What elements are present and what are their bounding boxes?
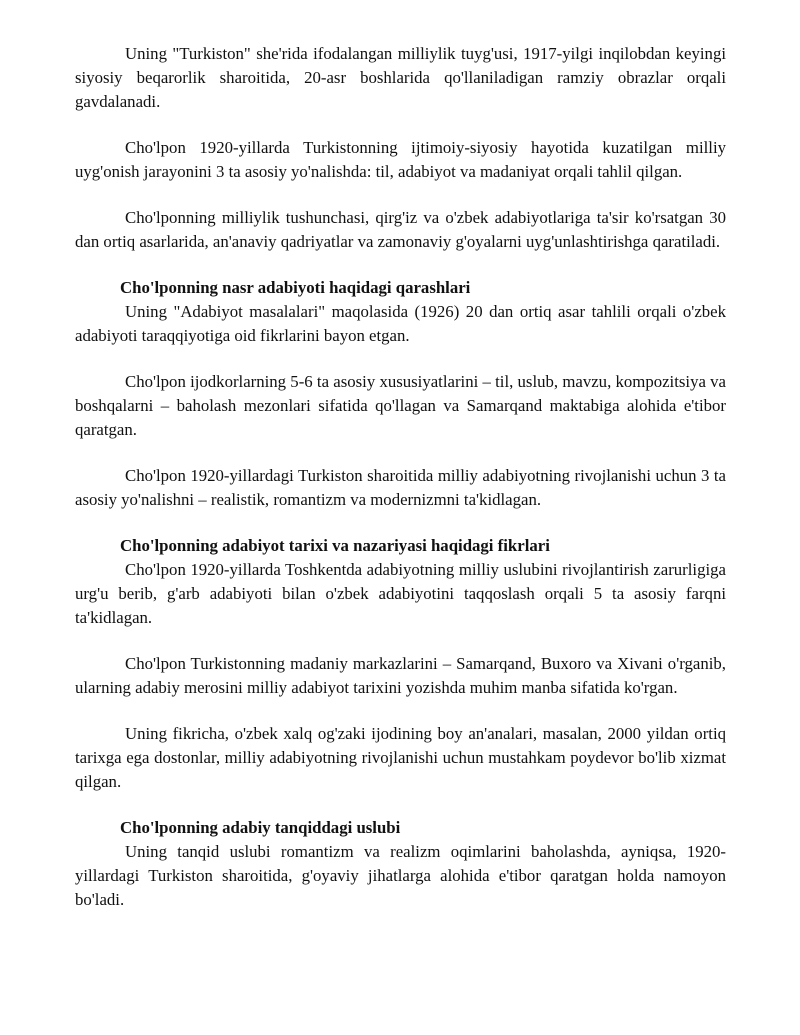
paragraph-cultural-centers: Cho'lpon Turkistonning madaniy markazlarini – Samarqand, Buxoro va Xivani o'rganib, ularning adabiy merosini milliy adabiyot tarixini yozishda muhim manba sifatida ko'rgan.	[75, 654, 726, 697]
section-heading-prose: Cho'lponning nasr adabiyoti haqidagi qarashlari	[120, 278, 471, 297]
paragraph-national-awakening: Cho'lpon 1920-yillarda Turkistonning ijtimoiy-siyosiy hayotida kuzatilgan milliy uyg'onish jarayonini 3 ta asosiy yo'nalishda: til, adabiyot va madaniyat orqali tahlil qilgan.	[75, 138, 726, 181]
section-heading-criticism: Cho'lponning adabiy tanqiddagi uslubi	[120, 818, 401, 837]
paragraph-turkiston-poem: Uning "Turkiston" she'rida ifodalangan milliylik tuyg'usi, 1917-yilgi inqilobdan keyingi siyosiy beqarorlik sharoitida, 20-asr boshlarida qo'llaniladigan ramziy obrazlar orqali gavdalanadi.	[75, 44, 726, 111]
paragraph-national-style: Cho'lpon 1920-yillarda Toshkentda adabiyotning milliy uslubini rivojlantirish zarurligiga urg'u berib, g'arb adabiyoti bilan o'zbek adabiyotini taqqoslash orqali 5 ta asosiy farqni ta'kidlagan.	[75, 560, 726, 627]
paragraph-nationality-concept: Cho'lponning milliylik tushunchasi, qirg'iz va o'zbek adabiyotlariga ta'sir ko'rsatgan 30 dan ortiq asarlarida, an'anaviy qadriyatlar va zamonaviy g'oyalarni uyg'unlashtirishga qaratiladi.	[75, 208, 726, 251]
paragraph-adabiyot-masalalari: Uning "Adabiyot masalalari" maqolasida (1926) 20 dan ortiq asar tahlili orqali o'zbek adabiyoti taraqqiyotiga oid fikrlarini bayon etgan.	[75, 302, 726, 345]
paragraph-criticism-style: Uning tanqid uslubi romantizm va realizm oqimlarini baholashda, ayniqsa, 1920-yillardagi Turkiston sharoitida, g'oyaviy jihatlarga alohida e'tibor qaratgan holda namoyon bo'ladi.	[75, 842, 726, 909]
paragraph-three-directions: Cho'lpon 1920-yillardagi Turkiston sharoitida milliy adabiyotning rivojlanishi uchun 3 ta asosiy yo'nalishni – realistik, romantizm va modernizmni ta'kidlagan.	[75, 466, 726, 509]
paragraph-folk-tradition: Uning fikricha, o'zbek xalq og'zaki ijodining boy an'analari, masalan, 2000 yildan ortiq tarixga ega dostonlar, milliy adabiyotning rivojlanishi uchun mustahkam poydevor bo'lib xizmat qilgan.	[75, 724, 726, 791]
section-heading-history-theory: Cho'lponning adabiyot tarixi va nazariyasi haqidagi fikrlari	[120, 536, 550, 555]
paragraph-evaluation-criteria: Cho'lpon ijodkorlarning 5-6 ta asosiy xususiyatlarini – til, uslub, mavzu, kompozitsiya va boshqalarni – baholash mezonlari sifatida qo'llagan va Samarqand maktabiga alohida e'tibor qaratgan.	[75, 372, 726, 439]
